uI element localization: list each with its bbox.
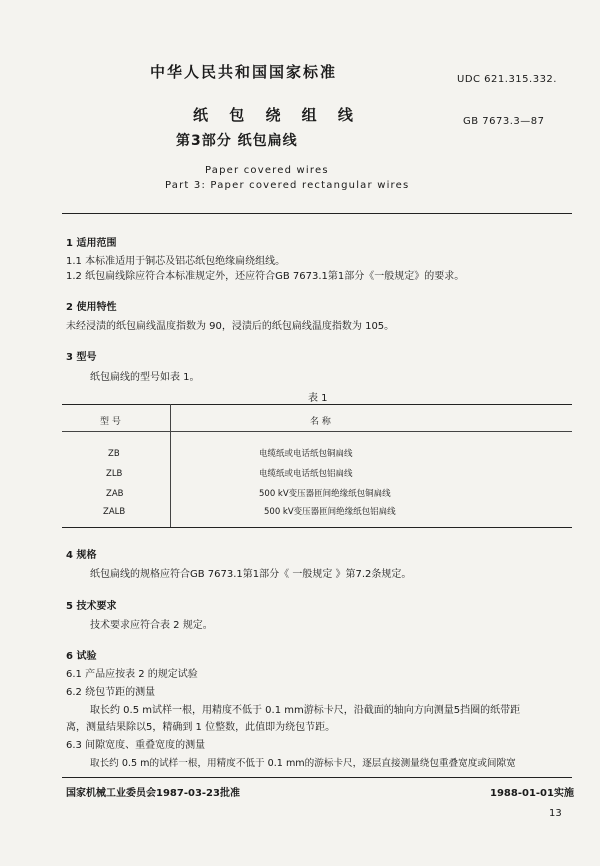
section-1-2: 1.2 纸包扁线除应符合本标准规定外，还应符合GB 7673.1第1部分《一般规定》的要求。 [66,271,465,282]
section-3-heading: 3 型号 [66,352,97,363]
standard-body: 中华人民共和国国家标准 [150,63,338,81]
table-row-1-model: ZB [108,449,120,459]
section-6-1: 6.1 产品应按表 2 的规定试验 [66,669,198,680]
approval-date: 国家机械工业委员会1987-03-23批准 [66,788,240,799]
table-column-divider [170,404,171,527]
table-caption: 表 1 [308,393,328,404]
table-row-4-model: ZALB [103,507,126,517]
table-row-4-name: 500 kV变压器匝间绝缘纸包铝扁线 [264,507,396,517]
table-row-2-name: 电缆纸或电话纸包铝扁线 [259,469,353,479]
section-4-text: 纸包扁线的规格应符合GB 7673.1第1部分《 一般规定 》第7.2条规定。 [90,569,412,580]
table-header-rule [62,431,572,432]
table-header-name: 名 称 [310,417,331,427]
table-row-3-name: 500 kV变压器匝间绝缘纸包铜扁线 [259,489,391,499]
header-rule [62,213,572,214]
implementation-date: 1988-01-01实施 [490,788,574,799]
section-1-heading: 1 适用范围 [66,238,117,249]
title-en: Paper covered wires [205,165,329,176]
footer-rule [62,777,572,778]
subtitle-en: Part 3: Paper covered rectangular wires [165,180,410,191]
section-5-heading: 5 技术要求 [66,601,117,612]
table-row-1-name: 电缆纸或电话纸包铜扁线 [259,449,353,459]
table-row-2-model: ZLB [106,469,123,479]
table-row-3-model: ZAB [106,489,124,499]
section-2-text: 未经浸渍的纸包扁线温度指数为 90，浸渍后的纸包扁线温度指数为 105。 [66,321,395,332]
subtitle-cn: 第3部分 纸包扁线 [176,133,298,149]
section-3-text: 纸包扁线的型号如表 1。 [90,372,200,383]
section-6-3-text: 取长约 0.5 m的试样一根，用精度不低于 0.1 mm的游标卡尺，逐层直接测量绕包重叠宽度或间隙宽 [90,758,516,769]
page-number: 13 [549,808,562,819]
section-2-heading: 2 使用特性 [66,302,117,313]
gb-number: GB 7673.3—87 [463,116,545,127]
section-6-2: 6.2 绕包节距的测量 [66,687,156,698]
section-4-heading: 4 规格 [66,550,97,561]
section-6-3: 6.3 间隙宽度、重叠宽度的测量 [66,740,206,751]
table-top-rule [62,404,572,405]
section-1-1: 1.1 本标准适用于铜芯及铝芯纸包绝缘扁绕组线。 [66,256,286,267]
table-header-model: 型 号 [100,417,121,427]
section-5-text: 技术要求应符合表 2 规定。 [90,620,213,631]
table-bottom-rule [62,527,572,528]
section-6-2-text-line2: 离，测量结果除以5，精确到 1 位整数，此值即为绕包节距。 [66,722,336,733]
title-cn: 纸 包 绕 组 线 [193,106,361,124]
section-6-heading: 6 试验 [66,651,97,662]
udc-code: UDC 621.315.332. [457,74,557,85]
section-6-2-text-line1: 取长约 0.5 m试样一根，用精度不低于 0.1 mm游标卡尺，沿截面的轴向方向测量5挡圈的纸带距 [90,705,521,716]
